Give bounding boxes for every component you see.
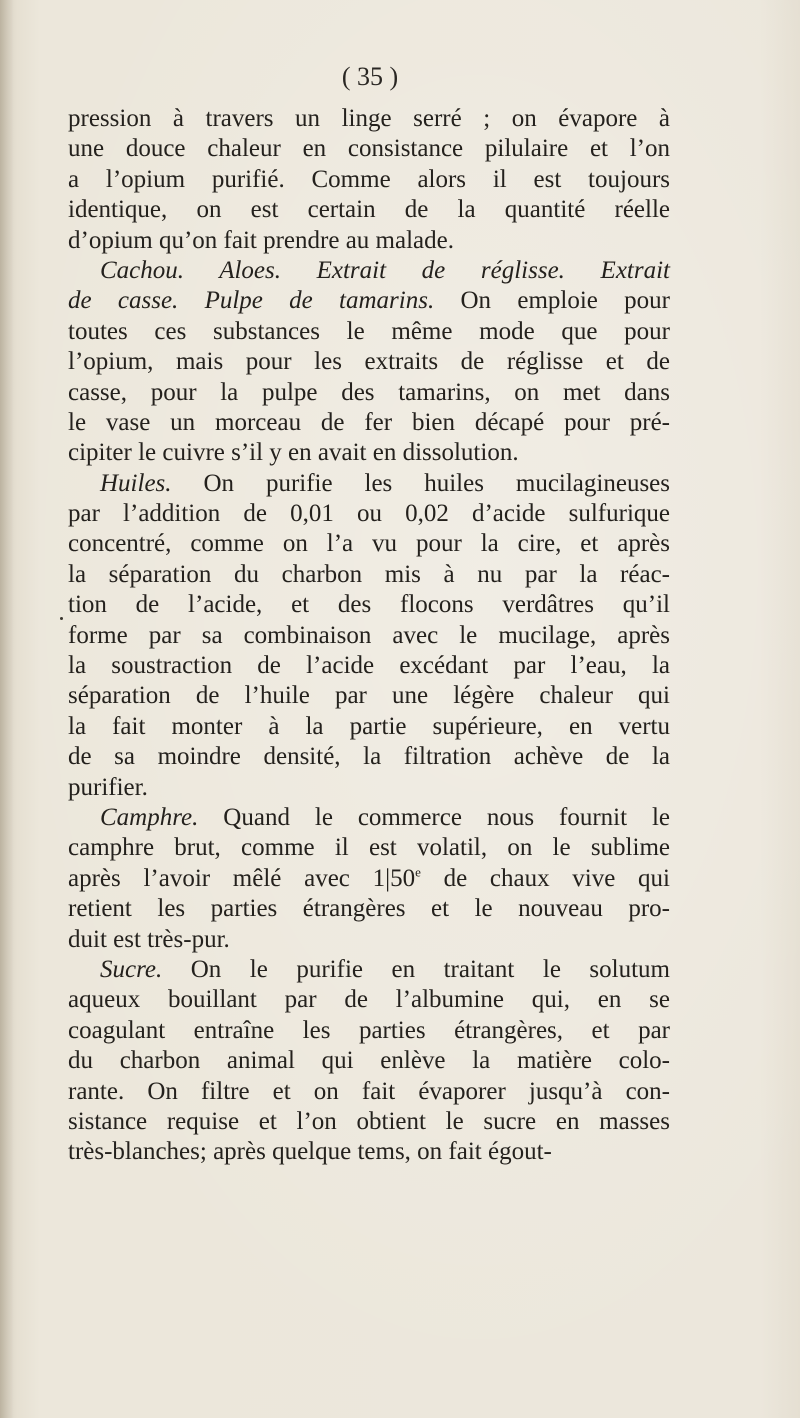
text-line bbox=[68, 955, 670, 985]
text-run: par l’addition de 0,01 ou 0,02 d’acide sulfurique bbox=[68, 500, 670, 528]
text-run: toutes ces substances le même mode que pour bbox=[68, 317, 670, 345]
text-run: l’opium, mais pour les extraits de réglisse et de bbox=[68, 348, 670, 376]
body-text bbox=[68, 104, 670, 1168]
text-run: coagulant entraîne les parties étrangères, et par bbox=[68, 1016, 670, 1044]
text-line bbox=[68, 621, 670, 651]
text-run: retient les parties étrangères et le nouveau pro- bbox=[68, 895, 670, 923]
text-run: de sa moindre densité, la filtration achève de la bbox=[68, 743, 670, 771]
text-line bbox=[68, 1077, 670, 1107]
paragraph-p4 bbox=[68, 803, 670, 955]
paragraph-p2 bbox=[68, 256, 670, 469]
text-run: la séparation du charbon mis à nu par la réac- bbox=[68, 560, 670, 588]
text-line bbox=[68, 317, 670, 347]
text-line bbox=[68, 286, 670, 316]
text-line bbox=[68, 925, 670, 955]
italic-heading: Huiles. bbox=[100, 469, 172, 497]
text-run: camphre brut, comme il est volatil, on le sublime bbox=[68, 834, 670, 862]
text-line bbox=[68, 378, 670, 408]
italic-heading: de casse. Pulpe de tamarins. bbox=[68, 287, 435, 315]
text-run: sistance requise et l’on obtient le sucre en masses bbox=[68, 1107, 670, 1135]
text-line bbox=[68, 560, 670, 590]
italic-heading: Camphre. bbox=[100, 803, 199, 831]
text-line bbox=[68, 1046, 670, 1076]
text-line bbox=[68, 742, 670, 772]
text-line bbox=[68, 712, 670, 742]
text-line bbox=[68, 256, 670, 286]
italic-heading: Sucre. bbox=[100, 955, 163, 983]
page-number: ( 35 ) bbox=[341, 62, 399, 91]
text-line bbox=[68, 195, 670, 225]
text-line bbox=[68, 985, 670, 1015]
text-line bbox=[68, 681, 670, 711]
text-run: On emploie pour bbox=[434, 287, 670, 315]
text-line bbox=[68, 469, 670, 499]
text-run: cipiter le cuivre s’il y en avait en dissolution. bbox=[68, 439, 519, 467]
text-run: du charbon animal qui enlève la matière colo- bbox=[68, 1047, 670, 1075]
text-line bbox=[68, 1137, 670, 1167]
text-line bbox=[68, 1107, 670, 1137]
text-line bbox=[68, 864, 670, 894]
text-line bbox=[68, 104, 670, 134]
text-run: aqueux bouillant par de l’albumine qui, en se bbox=[68, 986, 670, 1014]
text-run: forme par sa combinaison avec le mucilage, après bbox=[68, 621, 670, 649]
text-run: séparation de l’huile par une légère chaleur qui bbox=[68, 682, 670, 710]
text-run: concentré, comme on l’a vu pour la cire, et après bbox=[68, 530, 670, 558]
spine-shadow bbox=[0, 0, 14, 1418]
text-line bbox=[68, 529, 670, 559]
text-run: tion de l’acide, et des flocons verdâtres qu’il bbox=[68, 591, 670, 619]
text-run: On purifie les huiles mucilagineuses bbox=[171, 469, 670, 497]
text-run: la fait monter à la partie supérieure, en vertu bbox=[68, 712, 670, 740]
text-run: après l’avoir mêlé avec 1|50 bbox=[68, 864, 416, 892]
text-run: d’opium qu’on fait prendre au malade. bbox=[68, 226, 454, 254]
text-run: identique, on est certain de la quantité réelle bbox=[68, 196, 670, 224]
text-line bbox=[68, 438, 670, 468]
text-run: de chaux vive qui bbox=[420, 864, 671, 892]
text-line bbox=[68, 773, 670, 803]
text-line bbox=[68, 408, 670, 438]
text-line bbox=[68, 1016, 670, 1046]
text-line bbox=[68, 347, 670, 377]
paragraph-p3 bbox=[68, 469, 670, 803]
text-run: une douce chaleur en consistance pilulaire et l’on bbox=[68, 135, 670, 163]
text-line bbox=[68, 499, 670, 529]
text-line bbox=[68, 803, 670, 833]
text-run: Quand le commerce nous fournit le bbox=[198, 803, 670, 831]
text-run: a l’opium purifié. Comme alors il est toujours bbox=[68, 165, 670, 193]
text-run: purifier. bbox=[68, 773, 148, 801]
text-run: On le purifie en traitant le solutum bbox=[162, 955, 670, 983]
text-run: le vase un morceau de fer bien décapé pour pré- bbox=[68, 408, 670, 436]
text-run: duit est très-pur. bbox=[68, 925, 230, 953]
text-run: très-blanches; après quelque tems, on fait égout- bbox=[68, 1138, 552, 1166]
text-line bbox=[68, 134, 670, 164]
paragraph-p1 bbox=[68, 104, 670, 256]
superscript: e bbox=[415, 864, 421, 880]
text-line bbox=[68, 833, 670, 863]
text-run: pression à travers un linge serré ; on évapore à bbox=[68, 105, 670, 132]
text-run: rante. On filtre et on fait évaporer jusqu’à con- bbox=[68, 1077, 670, 1105]
italic-heading: Cachou. Aloes. Extrait de réglisse. Extrait bbox=[100, 256, 670, 284]
ink-speck bbox=[60, 617, 63, 620]
text-line bbox=[68, 226, 670, 256]
paragraph-p5 bbox=[68, 955, 670, 1168]
text-run: casse, pour la pulpe des tamarins, on met dans bbox=[68, 378, 670, 406]
text-line bbox=[68, 165, 670, 195]
text-run: la soustraction de l’acide excédant par l’eau, la bbox=[68, 652, 670, 680]
text-line bbox=[68, 590, 670, 620]
text-line bbox=[68, 651, 670, 681]
text-line bbox=[68, 894, 670, 924]
